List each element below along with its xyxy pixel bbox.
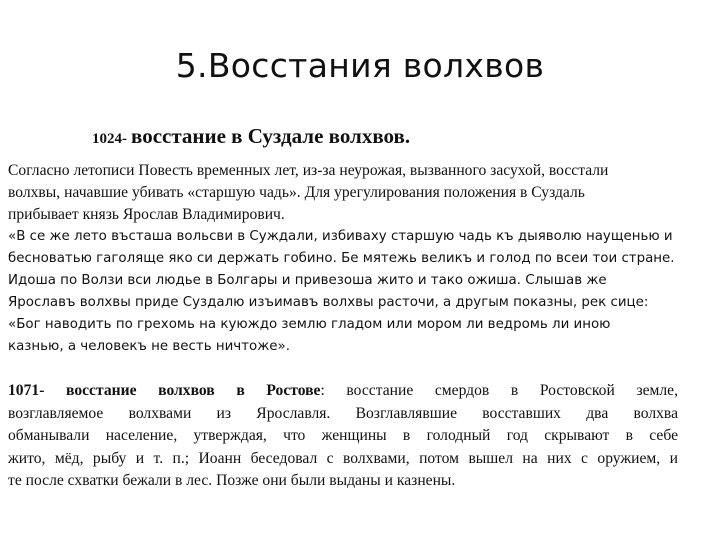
para2-line (8, 380, 678, 403)
para2-line: те после схватки бежали в лес. Позже они были выданы и казнены. (8, 472, 456, 489)
subtitle-text: восстание в Суздале волхвов. (131, 124, 411, 148)
quote-line: Ярославъ волхвы приде Суздалю изъимавъ волхвы расточи, а другым показны, рек сице: (8, 295, 649, 310)
slide-title: 5.Восстания волхвов (175, 46, 545, 85)
slide-subtitle (92, 124, 410, 149)
subtitle-year: 1024- (92, 131, 127, 147)
quote-line: Идоша по Волзи вси людье в Болгары и привезоша жито и тако ожиша. Слышав же (8, 273, 607, 288)
para2-heading: 1071- восстание волхвов в Ростове (8, 382, 321, 399)
quote-line: «В се же лето въсташа вольсви в Суждали, избиваху старшую чадь къ дыяволю наущенью и (8, 229, 673, 244)
para2 (8, 380, 678, 493)
para2-line: жито, мёд, рыбу и т. п.; Иоанн беседовал с волхвами, потом вышел на них с оружием, и (8, 449, 678, 467)
para1-line: Согласно летописи Повесть временных лет, из-за неурожая, вызванного засухой, восстали (8, 162, 609, 179)
para1-line: прибывает князь Ярослав Владимирович. (8, 206, 285, 223)
para2-line: возглавляемое волхвами из Ярославля. Возглавлявшие восставших два волхва (8, 404, 678, 422)
quote-line: «Бог наводить по грехомь на куюждо землю гладом или мором ли ведромь ли иною (8, 317, 611, 332)
para1-line: волхвы, начавшие убивать «старшую чадь». Для урегулирования положения в Суздаль (8, 184, 585, 201)
quote-line: бесноватью гаголяще яко си держать гобино. Бе мятежь великъ и голод по всеи тои стране. (8, 251, 675, 266)
quote-line: казнью, а человекъ не весть ничтоже». (8, 339, 290, 354)
para2-text: : восстание смердов в Ростовской земле, (320, 382, 678, 399)
para2-line: обманывали население, утверждая, что женщины в голодный год скрывают в себе (8, 427, 678, 444)
